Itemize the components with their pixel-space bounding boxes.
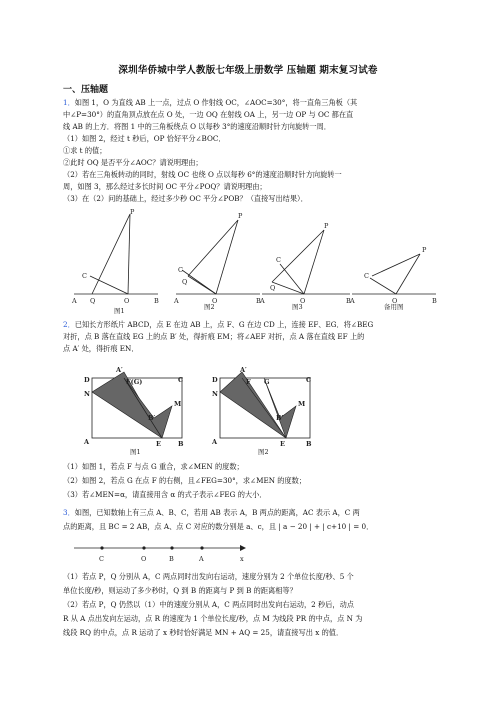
axis-label-a: A xyxy=(199,555,204,563)
svg-text:A: A xyxy=(84,438,90,446)
p3-line-2: 点的距离，且 BC = 2 AB，点 A、点 C 对应的数分别是 a、c，且 | a − 20 | + | c+10 | = 0． xyxy=(63,522,374,531)
svg-text:Q: Q xyxy=(90,297,96,305)
svg-text:A: A xyxy=(212,438,218,446)
p3-line-3: （1）若点 P，Q 分别从 A，C 两点同时出发向右运动，速度分别为 2 个单位长度/秒、5 个 xyxy=(63,572,354,581)
svg-text:O: O xyxy=(392,297,398,305)
svg-text:B: B xyxy=(178,440,184,448)
svg-text:D: D xyxy=(84,376,90,384)
p1-line-4: （1）如图 2，经过 t 秒后，OP 恰好平分∠BOC． xyxy=(63,134,226,143)
p3-number-line xyxy=(72,540,252,566)
svg-text:B′: B′ xyxy=(276,414,284,422)
svg-text:O: O xyxy=(300,297,306,305)
svg-text:B: B xyxy=(346,297,351,305)
svg-text:F: F xyxy=(246,378,251,386)
p3-line-6: R 从 A 点出发向左运动，点 R 的速度为 1 个单位长度/秒，点 M 为线段 PR 的中点，点 N 为 xyxy=(63,614,363,623)
p1-figure-2 xyxy=(176,220,260,294)
p3-line-7: 线段 RQ 的中点，点 R 运动了 x 秒时恰好满足 MN + AQ = 25，请直接写出 x 的值． xyxy=(63,628,344,637)
svg-text:A′: A′ xyxy=(116,366,123,374)
p2-figures xyxy=(80,362,330,458)
p2-fig-label-2: 图2 xyxy=(258,448,269,456)
svg-text:N: N xyxy=(212,390,218,398)
p1-line-2: 中∠P=30°）的直角顶点放在点 O 处，一边 OQ 在射线 OA 上，另一边 OP 与 OC 都在直 xyxy=(63,110,354,119)
p2-line-5: （2）如图 2，若点 G 在点 F 的右侧，且∠FEG=30°，求∠MEN 的度数； xyxy=(63,476,307,485)
p2-number: 2． xyxy=(63,320,75,329)
svg-text:B: B xyxy=(154,297,159,305)
svg-text:F(G): F(G) xyxy=(126,378,143,386)
section-heading: 一、压轴题 xyxy=(63,85,109,95)
p2-line-1 xyxy=(63,320,373,330)
p1-figure-1 xyxy=(74,214,158,294)
svg-text:P: P xyxy=(324,222,329,230)
axis-label-x: x xyxy=(240,555,244,563)
p1-line-9: （3）在（2）问的基础上，经过多少秒 OC 平分∠POB？（直接写出结果）． xyxy=(63,194,308,203)
p3-text-1: 如图，已知数轴上有三点 A、B、C，若用 AB 表示 A，B 两点的距离，AC 表示 A，C 两 xyxy=(74,508,360,517)
p2-line-4: （1）如图 1，若点 F 与点 G 重合，求∠MEN 的度数； xyxy=(63,462,244,471)
p1-line-1 xyxy=(63,98,357,108)
p1-line-7: （2）若在三角板转动的同时，射线 OC 也绕 O 点以每秒 6°的速度沿顺时针方向旋转一 xyxy=(63,170,342,179)
svg-text:G: G xyxy=(264,378,270,386)
svg-text:C: C xyxy=(178,376,184,384)
p2-line-2: 对折，点 B 落在直线 EG 上的点 B′ 处，得折痕 EM；将∠AEF 对折，点 A 落在直线 EF 上的 xyxy=(63,332,365,341)
p1-text-1: 如图 1，O 为直线 AB 上一点，过点 O 作射线 OC，∠AOC=30°，将一直角三角板（其 xyxy=(74,98,358,107)
p3-line-1 xyxy=(63,508,360,518)
p1-line-3: 线 AB 的上方．将图 1 中的三角板绕点 O 以每秒 3°的速度沿顺时针方向旋转一周． xyxy=(63,122,331,131)
svg-text:A: A xyxy=(260,297,265,305)
svg-text:C: C xyxy=(306,376,312,384)
svg-text:B: B xyxy=(306,440,312,448)
svg-text:B′: B′ xyxy=(148,414,156,422)
svg-text:A′: A′ xyxy=(240,366,247,374)
p2-line-3: 点 A′ 处，得折痕 EN． xyxy=(63,344,139,353)
p1-line-5: ①求 t 的值； xyxy=(63,146,107,155)
svg-text:B: B xyxy=(432,297,437,305)
p2-line-6: （3）若∠MEN=α，请直接用含 α 的式子表示∠FEG 的大小． xyxy=(63,490,267,499)
svg-text:P: P xyxy=(130,208,135,216)
svg-text:B: B xyxy=(256,297,261,305)
svg-text:O: O xyxy=(212,297,218,305)
axis-label-b: B xyxy=(169,555,174,563)
p1-line-6: ②此时 OQ 是否平分∠AOC？请说明理由； xyxy=(63,158,203,167)
svg-text:N: N xyxy=(84,390,90,398)
svg-text:A: A xyxy=(72,297,77,305)
svg-text:D: D xyxy=(212,376,218,384)
p3-line-5: （2）若点 P，Q 仍然以（1）中的速度分别从 A，C 两点同时出发向右运动，2 秒后，动点 xyxy=(63,600,354,609)
svg-text:C: C xyxy=(364,272,369,280)
svg-text:C: C xyxy=(178,266,183,274)
svg-text:M: M xyxy=(174,400,182,408)
p3-number: 3． xyxy=(63,508,75,517)
svg-text:E: E xyxy=(280,440,285,448)
p1-fig-label-2: 图2 xyxy=(204,303,215,311)
axis-label-c: C xyxy=(99,555,104,563)
p2-fig-label-1: 图1 xyxy=(130,448,141,456)
p1-line-8: 周，如图 3，那么经过多长时间 OC 平分∠POQ？请说明理由； xyxy=(63,182,267,191)
svg-text:C: C xyxy=(82,272,87,280)
svg-text:Q: Q xyxy=(182,278,188,286)
p3-line-4: 单位长度/秒，则运动了多少秒时，Q 到 B 的距离与 P 到 B 的距离相等？ xyxy=(63,586,297,595)
svg-text:P: P xyxy=(238,212,243,220)
svg-text:A: A xyxy=(174,297,179,305)
svg-text:A: A xyxy=(350,297,355,305)
p2-text-1: 已知长方形纸片 ABCD，点 E 在边 AB 上，点 F、G 在边 CD 上，连接 EF、EG．将∠BEG xyxy=(74,320,374,329)
svg-text:E: E xyxy=(156,440,161,448)
axis-label-o: O xyxy=(141,555,147,563)
svg-text:M: M xyxy=(298,400,306,408)
svg-text:C: C xyxy=(276,256,281,264)
svg-text:Q: Q xyxy=(270,284,276,292)
page-title: 深圳华侨城中学人教版七年级上册数学 压轴题 期末复习试卷 xyxy=(118,65,378,76)
svg-text:O: O xyxy=(124,297,130,305)
p1-figures xyxy=(70,206,440,316)
p1-fig-label-3: 图3 xyxy=(292,303,303,311)
p1-number: 1． xyxy=(63,98,75,107)
svg-text:P: P xyxy=(422,246,427,254)
p1-fig-label-1: 图1 xyxy=(114,307,125,315)
p1-fig-label-4: 备用图 xyxy=(384,303,404,311)
